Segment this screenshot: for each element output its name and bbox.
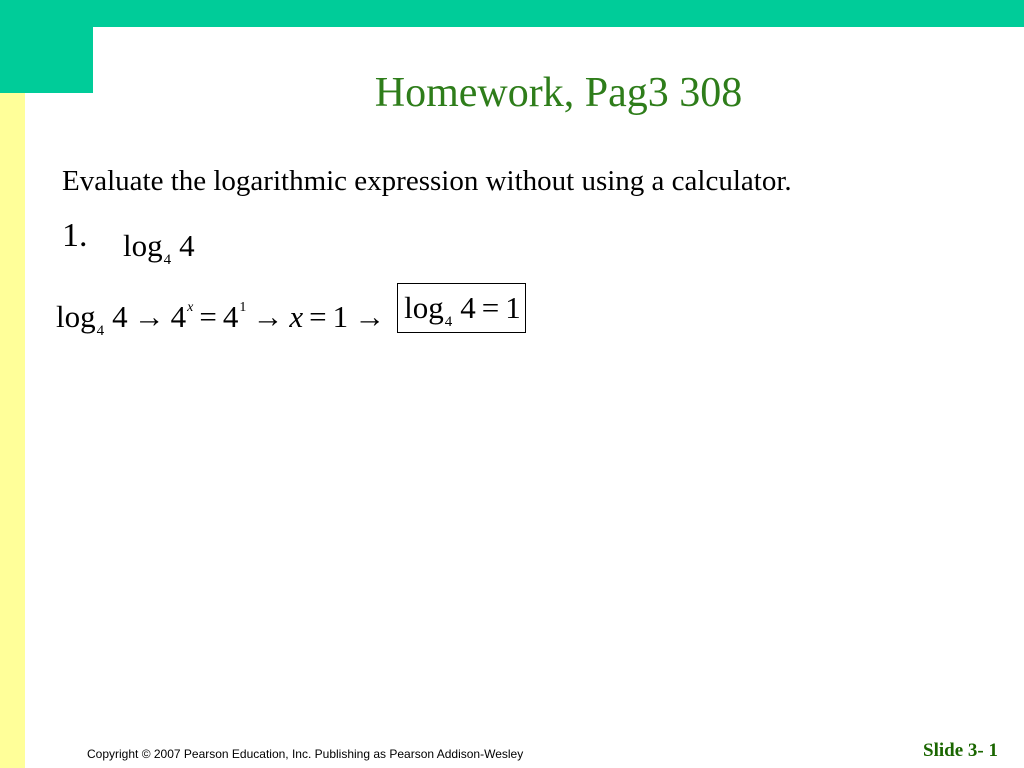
equals-1: = bbox=[199, 299, 217, 334]
solution-value: 1 bbox=[332, 299, 349, 334]
problem-expression bbox=[123, 226, 195, 280]
solution-variable: x bbox=[289, 299, 304, 334]
answer-log-word: log bbox=[404, 290, 444, 325]
answer-equals: = bbox=[481, 290, 500, 325]
side-accent-strip bbox=[0, 93, 25, 768]
arrow-3: → bbox=[354, 299, 386, 334]
answer-value: 1 bbox=[505, 290, 521, 325]
log-argument: 4 bbox=[179, 228, 195, 263]
answer-log-argument: 4 bbox=[460, 290, 476, 325]
instruction-text: Evaluate the logarithmic expression without using a calculator. bbox=[62, 165, 792, 197]
solution-log-argument: 4 bbox=[112, 299, 128, 334]
rhs-base: 4 bbox=[222, 299, 239, 334]
problem-number: 1. bbox=[62, 217, 88, 254]
exp-variable: x bbox=[187, 300, 194, 315]
solution-log-base: 4 bbox=[96, 323, 105, 339]
slide-title: Homework, Pag3 308 bbox=[374, 70, 743, 116]
log-base: 4 bbox=[163, 252, 172, 268]
slide-number: Slide 3- 1 bbox=[923, 740, 998, 761]
arrow-2: → bbox=[252, 299, 284, 334]
exp-base: 4 bbox=[170, 299, 187, 334]
solution-line bbox=[56, 283, 526, 339]
footer-copyright: Copyright © 2007 Pearson Education, Inc. Publishing as Pearson Addison-Wesley bbox=[87, 747, 524, 761]
corner-accent-block bbox=[0, 0, 93, 93]
arrow-1: → bbox=[133, 299, 165, 334]
boxed-answer bbox=[397, 283, 526, 333]
log-word: log bbox=[123, 228, 163, 263]
solution-log-word: log bbox=[56, 299, 96, 334]
equals-2: = bbox=[309, 299, 327, 334]
top-accent-bar bbox=[0, 0, 1024, 27]
answer-log-base: 4 bbox=[444, 314, 453, 330]
rhs-exponent: 1 bbox=[239, 300, 247, 315]
